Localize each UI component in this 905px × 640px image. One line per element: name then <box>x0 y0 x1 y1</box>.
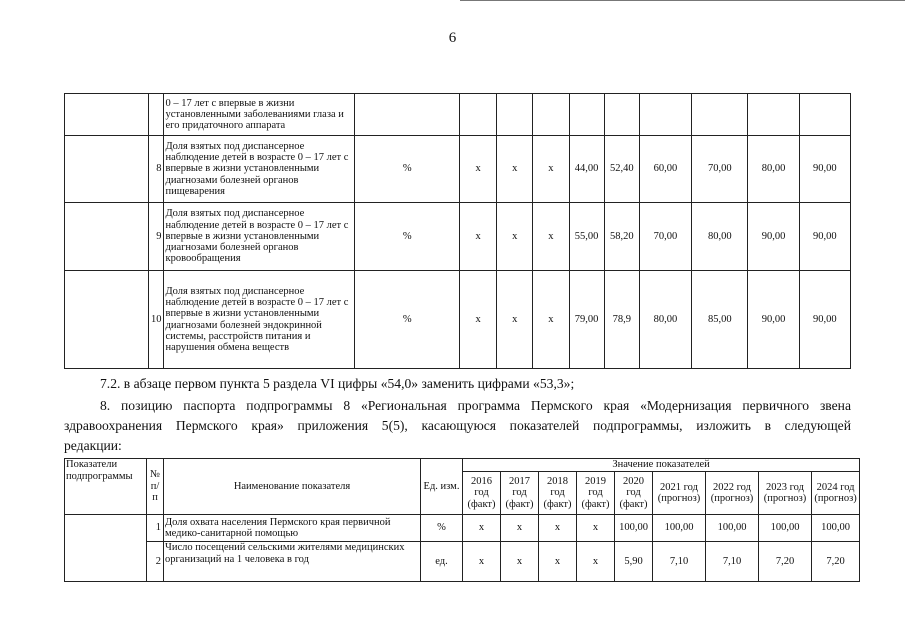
value-cell: 7,20 <box>759 542 812 582</box>
indicator-name: Доля взятых под диспансерное наблюдение детей в возрасте 0 – 17 лет с впервые в жизни установленными диагнозами болезней органов пищеварения <box>164 136 355 203</box>
unit <box>355 94 460 136</box>
value-cell: x <box>533 271 569 369</box>
value-cell <box>533 94 569 136</box>
paragraph-8-line-1: 8. позицию паспорта подпрограммы 8 «Региональная программа Пермского края «Модернизация первичного звена <box>100 398 851 413</box>
value-cell <box>639 94 691 136</box>
year-header: 2022 год (прогноз) <box>706 472 759 515</box>
values-group-header: Значение показателей <box>463 459 860 472</box>
value-cell: x <box>459 136 496 203</box>
value-cell: 52,40 <box>604 136 639 203</box>
value-cell: 78,9 <box>604 271 639 369</box>
row-number: 10 <box>149 271 164 369</box>
value-cell: 100,00 <box>759 515 812 542</box>
value-cell: 100,00 <box>812 515 860 542</box>
unit: % <box>421 515 463 542</box>
value-cell: x <box>497 203 533 271</box>
number-header: № п/п <box>147 459 164 515</box>
row-number: 8 <box>149 136 164 203</box>
value-cell: x <box>577 542 615 582</box>
value-cell: x <box>501 542 539 582</box>
value-cell: 80,00 <box>639 271 691 369</box>
value-cell: x <box>463 542 501 582</box>
value-cell: x <box>497 136 533 203</box>
paragraph-8-line-3: редакции: <box>64 438 122 453</box>
value-cell: 90,00 <box>748 271 799 369</box>
value-cell: x <box>539 515 577 542</box>
table-row <box>65 515 860 542</box>
year-header: 2020 год (факт) <box>615 472 653 515</box>
value-cell <box>748 94 799 136</box>
value-cell: 80,00 <box>692 203 748 271</box>
year-header: 2023 год (прогноз) <box>759 472 812 515</box>
row-number <box>149 94 164 136</box>
unit: ед. <box>421 542 463 582</box>
unit: % <box>355 203 460 271</box>
value-cell: 58,20 <box>604 203 639 271</box>
table-row <box>65 94 851 136</box>
value-cell: 7,20 <box>812 542 860 582</box>
table-header-row <box>65 459 860 472</box>
value-cell: 44,00 <box>569 136 604 203</box>
year-header: 2021 год (прогноз) <box>653 472 706 515</box>
value-cell: 90,00 <box>799 203 850 271</box>
value-cell: 100,00 <box>615 515 653 542</box>
value-cell: 100,00 <box>706 515 759 542</box>
indicators-header: Показатели подпрограммы <box>65 459 147 515</box>
value-cell <box>799 94 850 136</box>
value-cell <box>569 94 604 136</box>
row-number: 1 <box>147 515 164 542</box>
value-cell: 7,10 <box>706 542 759 582</box>
page-number: 6 <box>448 30 457 46</box>
value-cell: 79,00 <box>569 271 604 369</box>
value-cell: x <box>539 542 577 582</box>
year-header: 2017 год (факт) <box>501 472 539 515</box>
subprogram-indicators-table <box>64 458 860 582</box>
value-cell <box>692 94 748 136</box>
unit: % <box>355 136 460 203</box>
paragraph-7-2: 7.2. в абзаце первом пункта 5 раздела VI цифры «54,0» заменить цифрами «53,3»; <box>100 376 575 391</box>
value-cell <box>604 94 639 136</box>
value-cell: 70,00 <box>692 136 748 203</box>
table-row <box>65 542 860 582</box>
value-cell: 90,00 <box>799 136 850 203</box>
unit: % <box>355 271 460 369</box>
value-cell: x <box>463 515 501 542</box>
year-header: 2024 год (прогноз) <box>812 472 860 515</box>
name-header: Наименование показателя <box>164 459 421 515</box>
indicator-name: Доля охвата населения Пермского края первичной медико-санитарной помощью <box>164 515 421 542</box>
row-number: 9 <box>149 203 164 271</box>
row-number: 2 <box>147 542 164 582</box>
value-cell: 5,90 <box>615 542 653 582</box>
indicator-name: 0 – 17 лет с впервые в жизни установленными заболеваниями глаза и его придаточного аппарата <box>164 94 355 136</box>
table-row <box>65 271 851 369</box>
table-row <box>65 136 851 203</box>
indicators-table-continued <box>64 93 851 369</box>
value-cell: 90,00 <box>748 203 799 271</box>
value-cell: x <box>501 515 539 542</box>
value-cell: x <box>459 203 496 271</box>
value-cell: x <box>577 515 615 542</box>
value-cell: x <box>459 271 496 369</box>
value-cell: x <box>533 203 569 271</box>
value-cell: 100,00 <box>653 515 706 542</box>
value-cell <box>459 94 496 136</box>
paragraph-8-line-2: здравоохранения Пермского края» приложения 5(5), касающуюся показателей подпрограммы, изложить в следующей <box>64 418 851 433</box>
top-rule <box>460 0 905 1</box>
indicator-name: Доля взятых под диспансерное наблюдение детей в возрасте 0 – 17 лет с впервые в жизни установленными диагнозами болезней эндокринной системы, расстройств питания и нарушения обмена веществ <box>164 271 355 369</box>
value-cell: 70,00 <box>639 203 691 271</box>
value-cell: 90,00 <box>799 271 850 369</box>
unit-header: Ед. изм. <box>421 459 463 515</box>
indicator-name: Доля взятых под диспансерное наблюдение детей в возрасте 0 – 17 лет с впервые в жизни установленными диагнозами болезней органов кровообращения <box>164 203 355 271</box>
year-header: 2016 год (факт) <box>463 472 501 515</box>
value-cell: 55,00 <box>569 203 604 271</box>
value-cell: x <box>497 271 533 369</box>
year-header: 2019 год (факт) <box>577 472 615 515</box>
value-cell: 80,00 <box>748 136 799 203</box>
value-cell: x <box>533 136 569 203</box>
table-row <box>65 203 851 271</box>
value-cell: 85,00 <box>692 271 748 369</box>
value-cell: 60,00 <box>639 136 691 203</box>
value-cell: 7,10 <box>653 542 706 582</box>
value-cell <box>497 94 533 136</box>
year-header: 2018 год (факт) <box>539 472 577 515</box>
indicator-name: Число посещений сельскими жителями медицинских организаций на 1 человека в год <box>164 542 421 582</box>
